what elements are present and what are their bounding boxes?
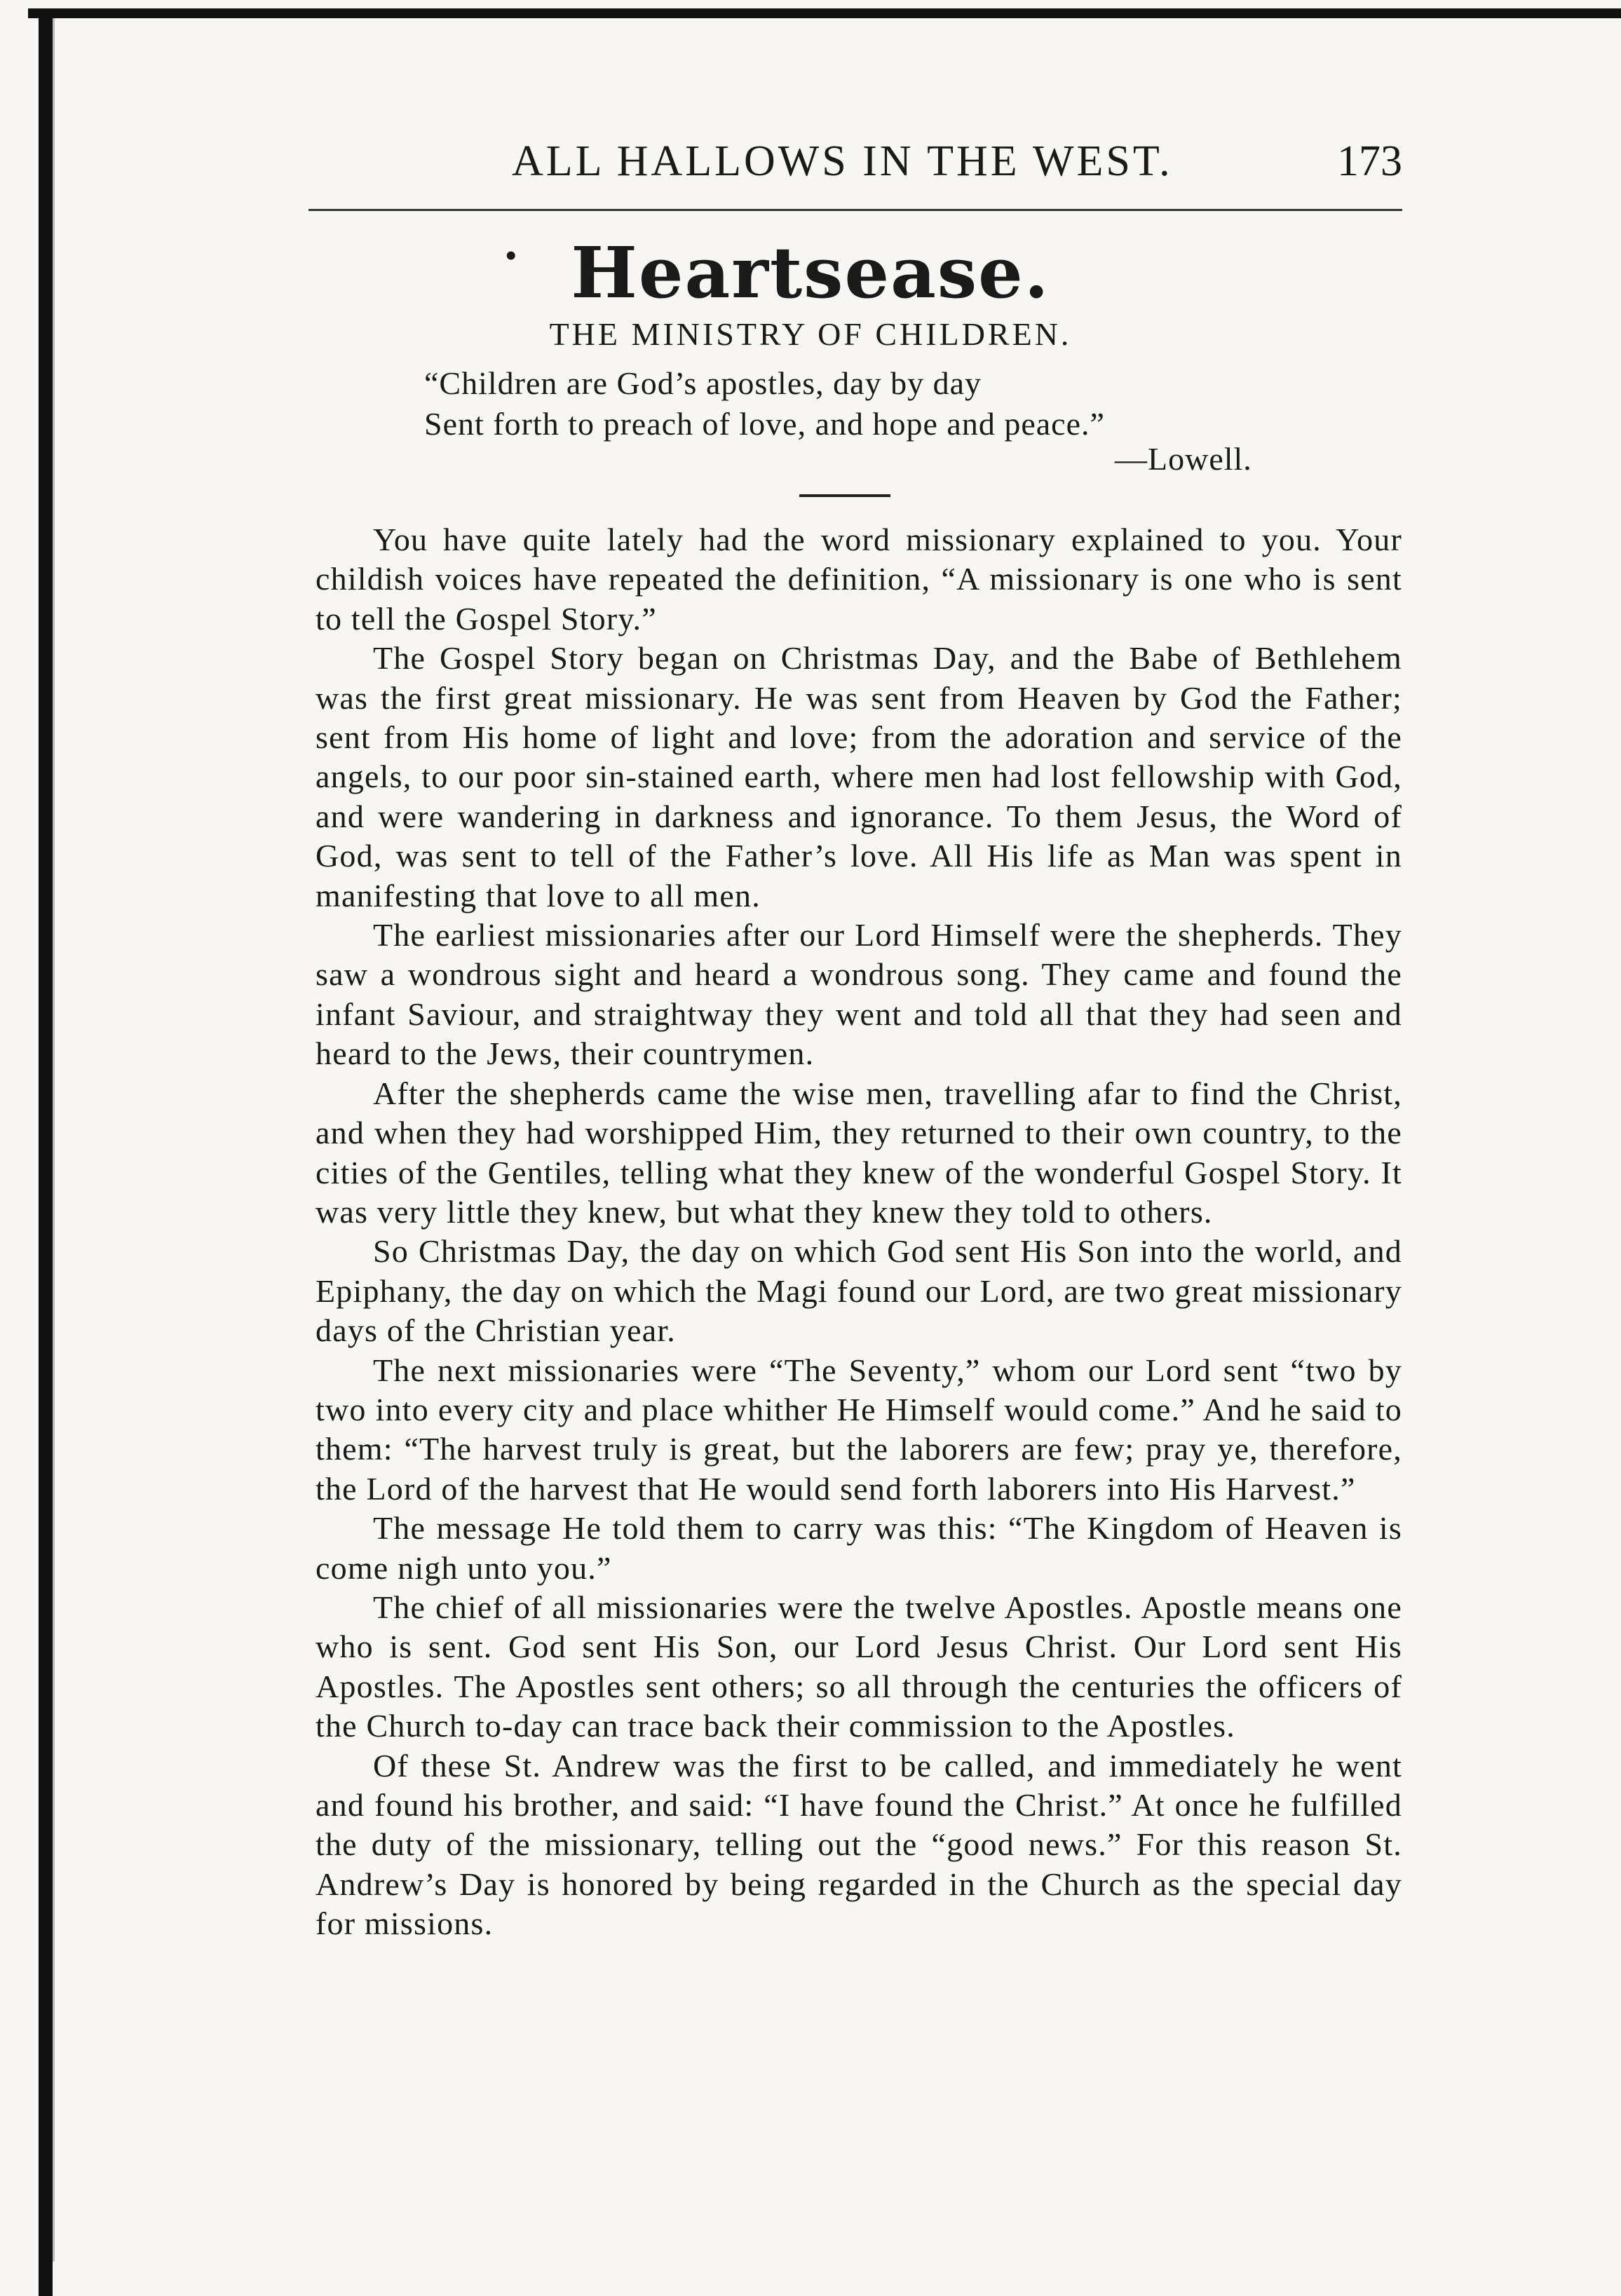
header-rule — [308, 209, 1402, 211]
paragraph: The message He told them to carry was this: “The Kingdom of Heaven is come nigh unto you.” — [316, 1510, 1402, 1586]
paragraph: The chief of all missionaries were the twelve Apostles. Apostle means one who is sent. God sent His Son, our Lord Jesus Christ. Our Lord sent His Apostles. The Apostles sent others; so all through the centuries the officers of the Church to-day can trace back their commission to the Apostles. — [316, 1589, 1402, 1744]
epigraph — [424, 363, 1105, 444]
bullet-mark: • — [505, 236, 517, 275]
paragraph: Of these St. Andrew was the first to be called, and immediately he went and found his brother, and said: “I have found the Christ.” At once he fulfilled the duty of the missionary, telling out the “good news.” For this reason St. Andrew’s Day is honored by being regarded in the Church as the special day for missions. — [316, 1747, 1402, 1942]
article-title: Heartsease. — [571, 231, 1050, 314]
epigraph-line: “Children are God’s apostles, day by day — [424, 365, 982, 401]
paragraph: After the shepherds came the wise men, travelling afar to find the Christ, and when they had worshipped Him, they returned to their own country, to the cities of the Gentiles, telling what they knew of the wonderful Gospel Story. It was very little they knew, but what they knew they told to others. — [316, 1075, 1402, 1230]
page-number: 173 — [1337, 137, 1402, 185]
paragraph: You have quite lately had the word missionary explained to you. Your childish voices have repeated the definition, “A missionary is one who is sent to tell the Gospel Story.” — [316, 522, 1402, 637]
paragraph: The earliest missionaries after our Lord Himself were the shepherds. They saw a wondrous sight and heard a wondrous song. They came and found the infant Saviour, and straightway they went and told all that they had seen and heard to the Jews, their countrymen. — [316, 917, 1402, 1072]
page-edge — [53, 18, 55, 2262]
top-border — [28, 8, 1621, 18]
paragraph: So Christmas Day, the day on which God sent His Son into the world, and Epiphany, the day on which the Magi found our Lord, are two great missionary days of the Christian year. — [316, 1233, 1402, 1349]
running-title: ALL HALLOWS IN THE WEST. — [512, 137, 1173, 185]
section-divider — [799, 494, 890, 497]
running-header — [308, 137, 1402, 200]
article-body — [316, 520, 1402, 1944]
epigraph-line: Sent forth to preach of love, and hope and peace.” — [424, 406, 1105, 442]
paragraph: The Gospel Story began on Christmas Day, and the Babe of Bethlehem was the first great missionary. He was sent from Heaven by God the Father; sent from His home of light and love; from the adoration and service of the angels, to our poor sin-stained earth, where men had lost fellowship with God, and were wandering in darkness and ignorance. To them Jesus, the Word of God, was sent to tell of the Father’s love. All His life as Man was spent in manifesting that love to all men. — [316, 640, 1402, 913]
article-subtitle: THE MINISTRY OF CHILDREN. — [549, 316, 1072, 352]
epigraph-attribution: —Lowell. — [1115, 441, 1252, 477]
paragraph: The next missionaries were “The Seventy,” whom our Lord sent “two by two into every city and place whither He Himself would come.” And he said to them: “The harvest truly is great, but the laborers are few; pray ye, therefore, the Lord of the harvest that He would send forth laborers into His Harvest.” — [316, 1352, 1402, 1507]
